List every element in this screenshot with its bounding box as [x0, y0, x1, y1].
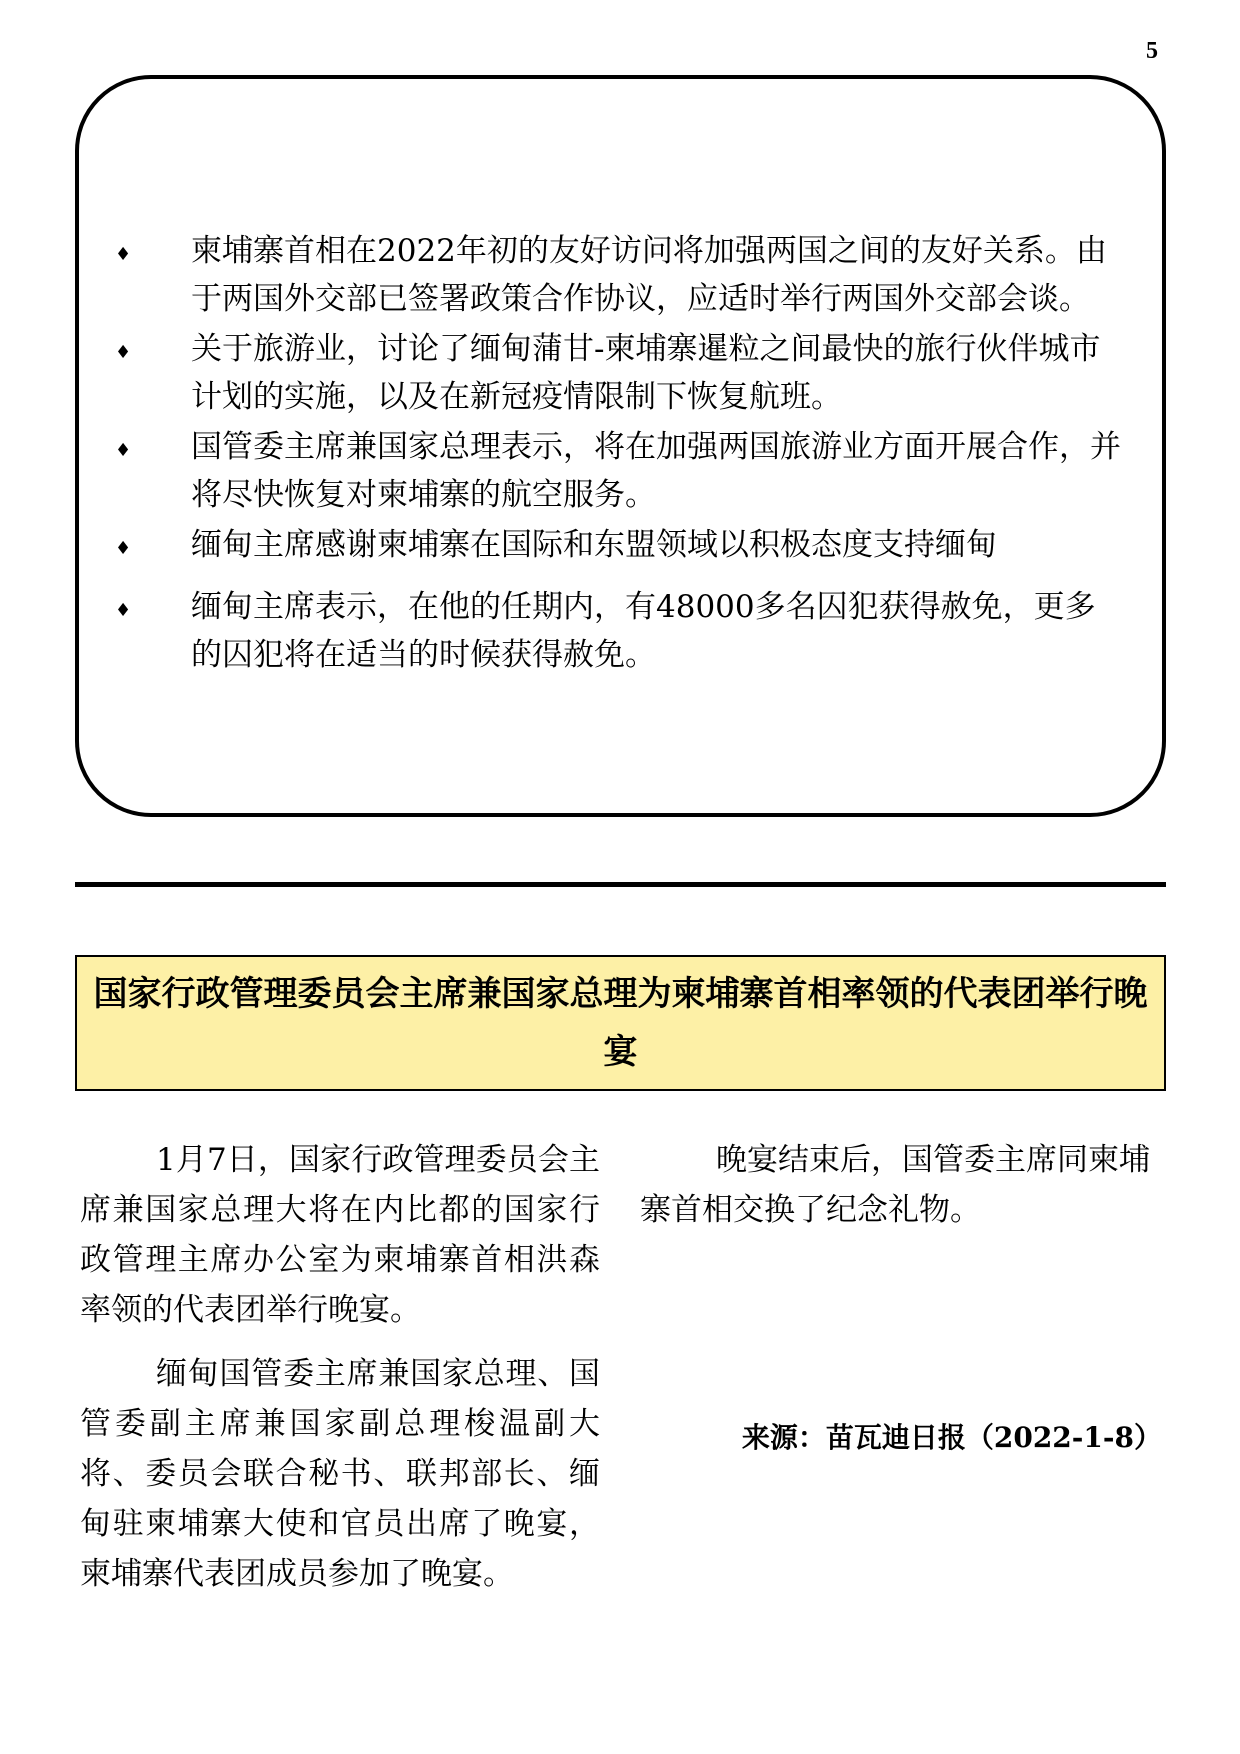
page-number: 5 [1146, 38, 1158, 64]
diamond-bullet-icon: ♦ [115, 600, 132, 621]
summary-box [75, 75, 1166, 817]
article-paragraph: 晚宴结束后，国管委主席同柬埔寨首相交换了纪念礼物。 [640, 1142, 1150, 1228]
summary-item-text: 柬埔寨首相在2022年初的友好访问将加强两国之间的友好关系。由于两国外交部已签署政策合作协议，应适时举行两国外交部会谈。 [191, 233, 1107, 317]
diamond-bullet-icon: ♦ [115, 440, 132, 461]
article-paragraph: 缅甸国管委主席兼国家总理、国管委副主席兼国家副总理梭温副大将、委员会联合秘书、联邦部长、缅甸驻柬埔寨大使和官员出席了晚宴，柬埔寨代表团成员参加了晚宴。 [80, 1356, 600, 1592]
summary-item [115, 423, 1125, 519]
summary-item [115, 583, 1125, 679]
article-column-right [640, 1135, 1160, 1235]
diamond-bullet-icon: ♦ [115, 244, 132, 265]
summary-item [115, 521, 1125, 569]
summary-item-text: 国管委主席兼国家总理表示，将在加强两国旅游业方面开展合作，并将尽快恢复对柬埔寨的航空服务。 [191, 429, 1121, 513]
summary-item-text: 关于旅游业，讨论了缅甸蒲甘-柬埔寨暹粒之间最快的旅行伙伴城市计划的实施，以及在新冠疫情限制下恢复航班。 [191, 331, 1101, 415]
section-divider [75, 882, 1166, 887]
summary-item [115, 325, 1125, 421]
headline-box [75, 955, 1166, 1091]
article-paragraph: 1月7日，国家行政管理委员会主席兼国家总理大将在内比都的国家行政管理主席办公室为柬埔寨首相洪森率领的代表团举行晚宴。 [80, 1142, 600, 1328]
article-source: 来源：苗瓦迪日报（2022-1-8） [741, 1421, 1162, 1454]
summary-item-text: 缅甸主席表示，在他的任期内，有48000多名囚犯获得赦免，更多的囚犯将在适当的时候获得赦免。 [191, 589, 1096, 673]
article-headline: 国家行政管理委员会主席兼国家总理为柬埔寨首相率领的代表团举行晚宴 [93, 974, 1148, 1072]
article-column-left [80, 1135, 600, 1613]
diamond-bullet-icon: ♦ [115, 538, 132, 559]
summary-list [115, 227, 1125, 681]
diamond-bullet-icon: ♦ [115, 342, 132, 363]
summary-item [115, 227, 1125, 323]
summary-item-text: 缅甸主席感谢柬埔寨在国际和东盟领域以积极态度支持缅甸 [191, 527, 997, 563]
